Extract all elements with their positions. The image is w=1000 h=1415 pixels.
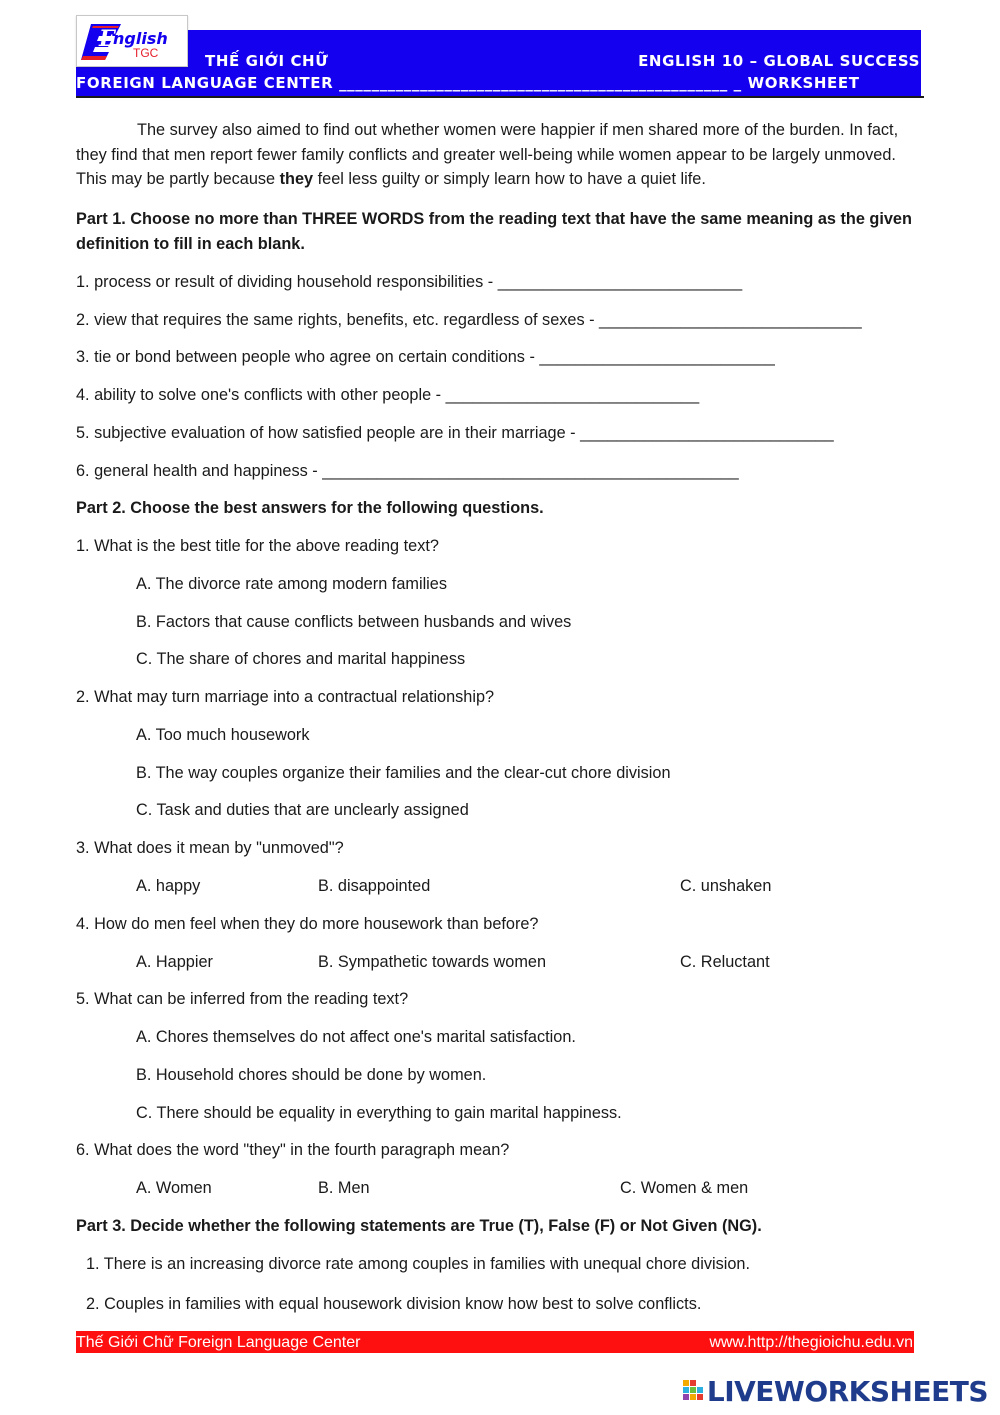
intro-text — [76, 118, 924, 192]
center-name: THẾ GIỚI CHỮ — [205, 52, 329, 70]
part3-statement: 2. Couples in families with equal housework division know how best to solve conflicts. — [86, 1295, 702, 1313]
english-tgc-logo — [76, 15, 188, 67]
question-2: 2. What may turn marriage into a contractual relationship? — [76, 688, 495, 706]
q5-option-b: B. Household chores should be done by women. — [136, 1066, 487, 1084]
q5-option-c: C. There should be equality in everything to gain marital happiness. — [136, 1104, 622, 1122]
part1-item: 5. subjective evaluation of how satisfied people are in their marriage - ____________________________ — [76, 424, 834, 442]
center-worksheet-line: FOREIGN LANGUAGE CENTER ________________________________________________ _ WORKSHEET — [76, 74, 860, 92]
question-4: 4. How do men feel when they do more housework than before? — [76, 915, 539, 933]
q2-option-b: B. The way couples organize their families and the clear-cut chore division — [136, 764, 671, 782]
footer-center-name: Thế Giới Chữ Foreign Language Center — [76, 1334, 361, 1351]
logo-subtext: TGC — [133, 46, 159, 60]
q6-option-c: C. Women & men — [620, 1179, 749, 1197]
part1-item: 1. process or result of dividing household responsibilities - ___________________________ — [76, 273, 743, 291]
q4-option-b: B. Sympathetic towards women — [318, 953, 547, 971]
logo-initial: E — [99, 26, 116, 52]
question-5: 5. What can be inferred from the reading text? — [76, 990, 409, 1008]
q6-option-a: A. Women — [136, 1179, 212, 1197]
intro-text-part1: The survey also aimed to find out whether women were happier if men shared more of the burden. In fact, they find that men report fewer family conflicts and greater well-being while women appear to be largely unmoved. This may be partly because — [76, 121, 899, 188]
logo-wordmark: nglish — [113, 29, 168, 48]
question-6: 6. What does the word "they" in the fourth paragraph mean? — [76, 1141, 510, 1159]
q3-option-c: C. unshaken — [680, 877, 772, 895]
q4-option-c: C. Reluctant — [680, 953, 770, 971]
part1-item: 6. general health and happiness - ______________________________________________ — [76, 462, 739, 480]
q2-option-c: C. Task and duties that are unclearly assigned — [136, 801, 469, 819]
footer-website-link[interactable]: www.http://thegioichu.edu.vn — [709, 1334, 913, 1351]
part3-title: Part 3. Decide whether the following statements are True (T), False (F) or Not Given (NG). — [76, 1217, 762, 1235]
part2-title: Part 2. Choose the best answers for the following questions. — [76, 499, 544, 517]
q2-option-a: A. Too much housework — [136, 726, 310, 744]
liveworksheets-text: LIVEWORKSHEETS — [706, 1375, 988, 1408]
part1-item: 3. tie or bond between people who agree on certain conditions - __________________________ — [76, 348, 775, 366]
course-title: ENGLISH 10 – GLOBAL SUCCESS — [638, 52, 920, 70]
part1-title: Part 1. Choose no more than THREE WORDS from the reading text that have the same meaning as the given definition to fill in each blank. — [76, 210, 912, 253]
liveworksheets-grid-icon — [683, 1380, 705, 1404]
question-3: 3. What does it mean by "unmoved"? — [76, 839, 344, 857]
intro-text-bold: they — [279, 170, 314, 188]
intro-paragraph — [76, 118, 924, 192]
part1-item: 4. ability to solve one's conflicts with other people - ____________________________ — [76, 386, 700, 404]
intro-text-part2: feel less guilty or simply learn how to have a quiet life. — [313, 170, 706, 188]
q3-option-a: A. happy — [136, 877, 201, 895]
q5-option-a: A. Chores themselves do not affect one's marital satisfaction. — [136, 1028, 576, 1046]
part1-item: 2. view that requires the same rights, benefits, etc. regardless of sexes - _____________________________ — [76, 311, 862, 329]
q3-option-b: B. disappointed — [318, 877, 431, 895]
q1-option-b: B. Factors that cause conflicts between husbands and wives — [136, 613, 572, 631]
q1-option-c: C. The share of chores and marital happiness — [136, 650, 466, 668]
q6-option-b: B. Men — [318, 1179, 370, 1197]
q1-option-a: A. The divorce rate among modern families — [136, 575, 447, 593]
q4-option-a: A. Happier — [136, 953, 213, 971]
header-divider — [76, 96, 924, 98]
question-1: 1. What is the best title for the above reading text? — [76, 537, 439, 555]
part3-statement: 1. There is an increasing divorce rate among couples in families with unequal chore division. — [86, 1255, 750, 1273]
liveworksheets-watermark — [683, 1377, 988, 1407]
